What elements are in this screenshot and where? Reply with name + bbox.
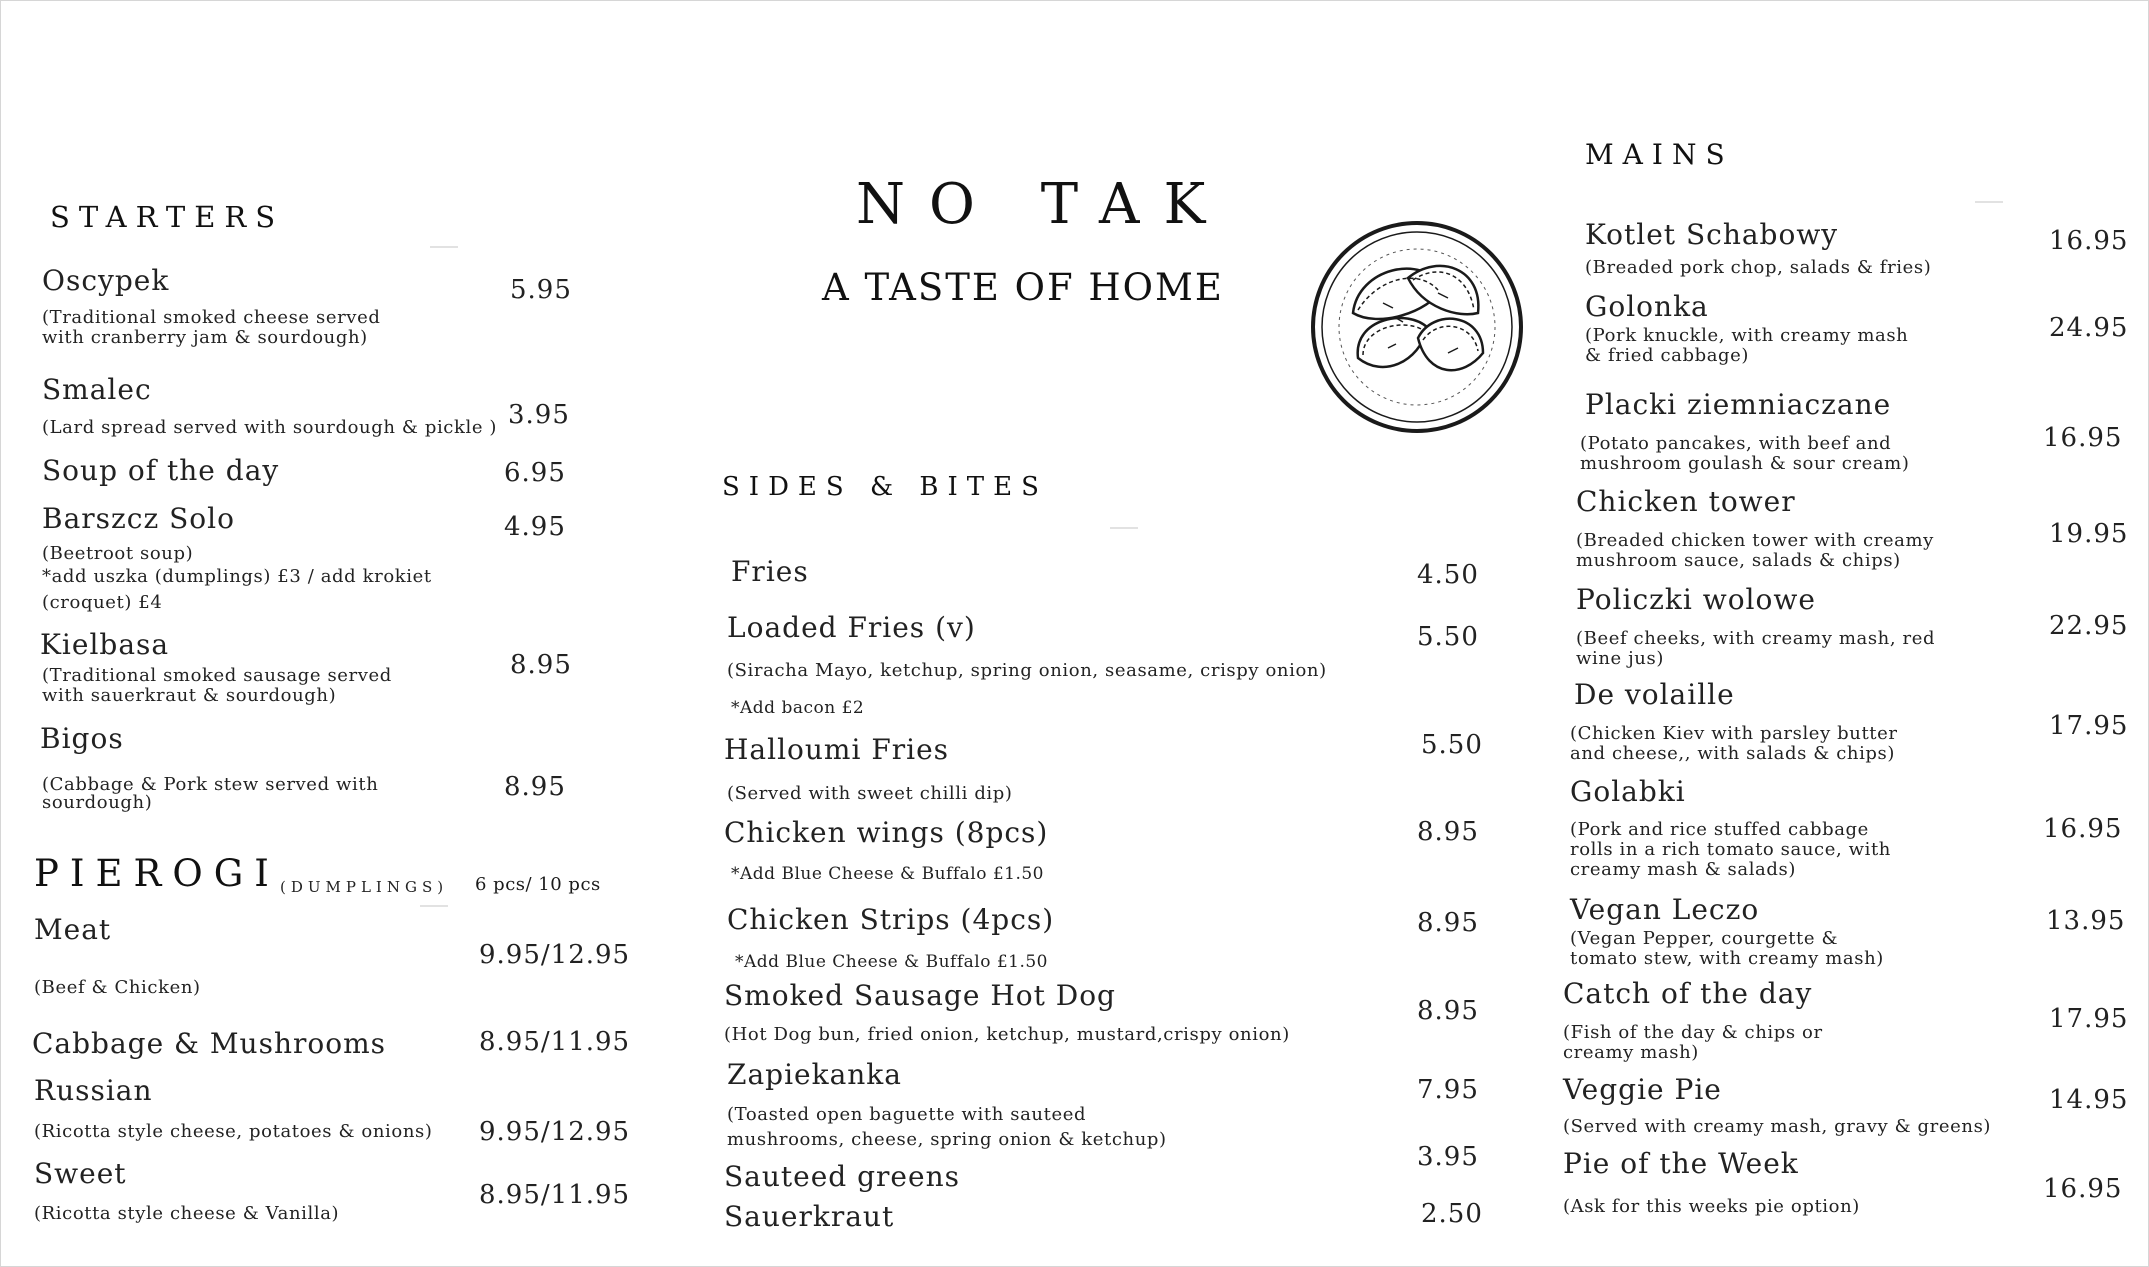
restaurant-title: NO TAK [856, 172, 1230, 237]
item-price: 6.95 [504, 458, 566, 488]
item-description: sourdough) [42, 792, 153, 813]
item-price: 8.95 [1417, 908, 1479, 938]
item-description: creamy mash & salads) [1570, 859, 1796, 880]
item-description: (Pork and rice stuffed cabbage [1570, 819, 1869, 840]
item-name: Meat [34, 913, 112, 946]
item-description: with cranberry jam & sourdough) [42, 327, 368, 348]
item-name: Policzki wolowe [1576, 583, 1816, 616]
item-description: (Beetroot soup) [42, 543, 194, 564]
item-name: Sweet [34, 1157, 127, 1190]
item-price: 22.95 [2049, 611, 2129, 641]
item-description: (Beef cheeks, with creamy mash, red [1576, 628, 1936, 649]
mains-heading: MAINS [1585, 138, 1734, 171]
item-price: 14.95 [2049, 1085, 2129, 1115]
pierogi-heading: PIEROGI [34, 852, 280, 895]
item-price: 17.95 [2049, 1004, 2129, 1034]
item-price: 5.95 [510, 275, 572, 305]
item-description: (Hot Dog bun, fried onion, ketchup, mustard,crispy onion) [724, 1024, 1290, 1045]
item-price: 16.95 [2043, 814, 2123, 844]
item-name: Kotlet Schabowy [1585, 218, 1839, 251]
item-description: (Beef & Chicken) [34, 977, 201, 998]
item-description: (Lard spread served with sourdough & pickle ) [42, 417, 498, 438]
item-price: 8.95/11.95 [479, 1027, 631, 1057]
item-name: Golabki [1570, 775, 1686, 808]
item-price: 13.95 [2046, 906, 2126, 936]
item-description: (Vegan Pepper, courgette & [1570, 928, 1839, 949]
item-description: wine jus) [1576, 648, 1664, 669]
item-description: (Ask for this weeks pie option) [1563, 1196, 1860, 1217]
item-description: mushroom sauce, salads & chips) [1576, 550, 1901, 571]
item-name: Barszcz Solo [42, 502, 235, 535]
item-description: (croquet) £4 [42, 592, 163, 613]
item-price: 5.50 [1417, 622, 1479, 652]
item-price: 4.50 [1417, 560, 1479, 590]
pierogi-plate-icon [1308, 218, 1526, 436]
item-name: Smalec [42, 373, 152, 406]
item-description: (Breaded chicken tower with creamy [1576, 530, 1934, 551]
item-name: Sauteed greens [724, 1160, 960, 1193]
item-name: Soup of the day [42, 454, 280, 487]
item-description: and cheese,, with salads & chips) [1570, 743, 1896, 764]
divider [1110, 527, 1138, 529]
item-note: *Add Blue Cheese & Buffalo £1.50 [731, 864, 1044, 884]
item-description: with sauerkraut & sourdough) [42, 685, 337, 706]
item-price: 8.95 [510, 650, 572, 680]
item-description: (Cabbage & Pork stew served with [42, 774, 379, 795]
item-name: Chicken wings (8pcs) [724, 816, 1049, 849]
item-price: 19.95 [2049, 519, 2129, 549]
item-description: (Siracha Mayo, ketchup, spring onion, seasame, crispy onion) [727, 660, 1327, 681]
item-description: (Fish of the day & chips or [1563, 1022, 1823, 1043]
item-description: (Toasted open baguette with sauteed [727, 1104, 1087, 1125]
item-description: (Served with creamy mash, gravy & greens) [1563, 1116, 1992, 1137]
item-description: mushroom goulash & sour cream) [1580, 453, 1910, 474]
item-price: 7.95 [1417, 1075, 1479, 1105]
item-description: *add uszka (dumplings) £3 / add krokiet [42, 566, 432, 587]
sides-heading: SIDES & BITES [722, 472, 1048, 502]
item-description: (Traditional smoked sausage served [42, 665, 392, 686]
item-description: creamy mash) [1563, 1042, 1699, 1063]
item-price: 8.95 [1417, 817, 1479, 847]
divider [1975, 201, 2003, 203]
item-name: Fries [731, 555, 809, 588]
item-name: Golonka [1585, 290, 1709, 323]
item-name: Halloumi Fries [724, 733, 950, 766]
item-price: 4.95 [504, 512, 566, 542]
item-note: *Add bacon £2 [731, 698, 865, 718]
item-description: (Pork knuckle, with creamy mash [1585, 325, 1909, 346]
item-name: Cabbage & Mushrooms [32, 1027, 387, 1060]
item-name: Sauerkraut [724, 1200, 895, 1233]
divider [430, 246, 458, 248]
item-description: (Breaded pork chop, salads & fries) [1585, 257, 1932, 278]
item-price: 17.95 [2049, 711, 2129, 741]
item-note: *Add Blue Cheese & Buffalo £1.50 [735, 952, 1048, 972]
item-name: De volaille [1574, 678, 1735, 711]
item-description: rolls in a rich tomato sauce, with [1570, 839, 1891, 860]
item-price: 3.95 [508, 400, 570, 430]
item-name: Loaded Fries (v) [727, 611, 976, 644]
item-name: Vegan Leczo [1570, 893, 1760, 926]
divider [420, 905, 448, 907]
item-name: Placki ziemniaczane [1585, 388, 1892, 421]
item-price: 9.95/12.95 [479, 940, 631, 970]
item-name: Catch of the day [1563, 977, 1813, 1010]
item-price: 16.95 [2049, 226, 2129, 256]
portion-sizes: 6 pcs/ 10 pcs [475, 874, 601, 895]
item-price: 3.95 [1417, 1142, 1479, 1172]
item-name: Chicken Strips (4pcs) [727, 903, 1055, 936]
item-price: 8.95 [504, 772, 566, 802]
item-description: & fried cabbage) [1585, 345, 1750, 366]
item-price: 24.95 [2049, 313, 2129, 343]
item-name: Kielbasa [40, 628, 170, 661]
item-name: Oscypek [42, 264, 170, 297]
item-description: (Ricotta style cheese & Vanilla) [34, 1203, 340, 1224]
restaurant-tagline: A TASTE OF HOME [822, 266, 1224, 309]
item-name: Bigos [40, 722, 124, 755]
item-price: 8.95/11.95 [479, 1180, 631, 1210]
item-description: mushrooms, cheese, spring onion & ketchup) [727, 1129, 1167, 1150]
item-name: Veggie Pie [1563, 1073, 1722, 1106]
item-description: (Served with sweet chilli dip) [727, 783, 1013, 804]
starters-heading: STARTERS [50, 200, 285, 234]
item-description: (Ricotta style cheese, potatoes & onions) [34, 1121, 433, 1142]
item-name: Russian [34, 1074, 153, 1107]
item-name: Pie of the Week [1563, 1147, 1799, 1180]
item-description: (Potato pancakes, with beef and [1580, 433, 1892, 454]
item-price: 9.95/12.95 [479, 1117, 631, 1147]
item-price: 16.95 [2043, 1174, 2123, 1204]
item-price: 16.95 [2043, 423, 2123, 453]
item-name: Smoked Sausage Hot Dog [724, 979, 1116, 1012]
item-price: 2.50 [1421, 1199, 1483, 1229]
item-description: (Traditional smoked cheese served [42, 307, 381, 328]
pierogi-subheading: (DUMPLINGS) [280, 878, 449, 896]
item-name: Zapiekanka [727, 1058, 902, 1091]
item-price: 8.95 [1417, 996, 1479, 1026]
item-description: (Chicken Kiev with parsley butter [1570, 723, 1898, 744]
item-name: Chicken tower [1576, 485, 1796, 518]
item-description: tomato stew, with creamy mash) [1570, 948, 1884, 969]
item-price: 5.50 [1421, 730, 1483, 760]
